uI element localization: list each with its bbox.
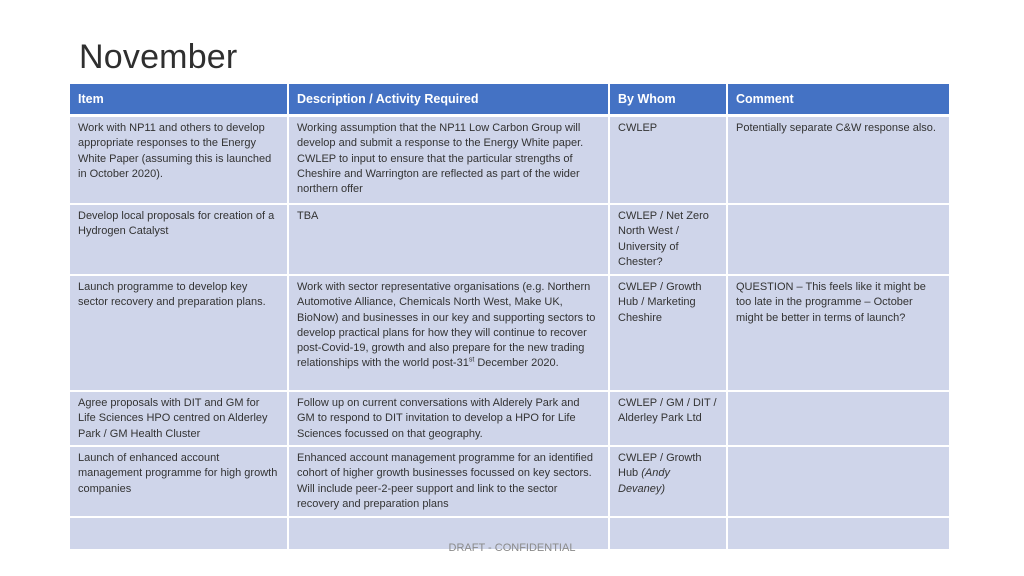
page-title: November xyxy=(79,38,238,76)
table-row xyxy=(70,117,949,205)
by-whom-cell: CWLEP / GM / DIT / Alderley Park Ltd xyxy=(610,392,728,447)
by-whom-text: CWLEP / Growth Hub xyxy=(618,452,702,480)
comment-cell xyxy=(728,447,949,518)
footer-label: DRAFT - CONFIDENTIAL xyxy=(448,542,576,554)
table-row xyxy=(70,276,949,392)
column-header-by-whom: By Whom xyxy=(610,84,728,117)
table-row xyxy=(70,392,949,447)
column-header-item: Item xyxy=(70,84,289,117)
item-cell: Work with NP11 and others to develop appropriate responses to the Energy White Paper (assuming this is launched in October 2020). xyxy=(70,117,289,205)
item-cell: Develop local proposals for creation of a Hydrogen Catalyst xyxy=(70,205,289,276)
table-row xyxy=(70,447,949,518)
item-cell: Launch of enhanced account management programme for high growth companies xyxy=(70,447,289,518)
description-cell: TBA xyxy=(289,205,610,276)
description-cell xyxy=(289,276,610,392)
item-cell: Agree proposals with DIT and GM for Life Sciences HPO centred on Alderley Park / GM Health Cluster xyxy=(70,392,289,447)
item-cell: Launch programme to develop key sector recovery and preparation plans. xyxy=(70,276,289,392)
comment-cell xyxy=(728,205,949,276)
description-tail: December 2020. xyxy=(474,357,559,370)
column-header-description: Description / Activity Required xyxy=(289,84,610,117)
column-header-comment: Comment xyxy=(728,84,949,117)
table-row xyxy=(70,205,949,276)
description-cell: Enhanced account management programme for an identified cohort of higher growth businesses focussed on key sectors. Will include peer-2-peer support and link to the sector recovery and preparation plans xyxy=(289,447,610,518)
comment-cell xyxy=(728,392,949,447)
table-header-row xyxy=(70,84,949,117)
by-whom-cell xyxy=(610,447,728,518)
comment-cell: QUESTION – This feels like it might be too late in the programme – October might be better in terms of launch? xyxy=(728,276,949,392)
comment-cell: Potentially separate C&W response also. xyxy=(728,117,949,205)
description-text: Work with sector representative organisations (e.g. Northern Automotive Alliance, Chemicals North West, Make UK, BioNow) and businesses in our key and supporting sectors to develop practical plans for how they will continue to recover post-Covid-19, growth and also prepare for the new trading relationships with the world post-31 xyxy=(297,281,596,370)
by-whom-cell: CWLEP / Growth Hub / Marketing Cheshire xyxy=(610,276,728,392)
ordinal-suffix: st xyxy=(468,356,475,364)
description-cell: Follow up on current conversations with Alderely Park and GM to respond to DIT invitation to develop a HPO for Life Sciences focussed on that geography. xyxy=(289,392,610,447)
by-whom-cell: CWLEP / Net Zero North West / University of Chester? xyxy=(610,205,728,276)
activity-table xyxy=(70,84,949,551)
by-whom-contact: (Andy Devaney) xyxy=(618,467,670,495)
by-whom-cell: CWLEP xyxy=(610,117,728,205)
description-cell: Working assumption that the NP11 Low Carbon Group will develop and submit a response to the Energy White paper. CWLEP to input to ensure that the particular strengths of Cheshire and Warrington are reflected as part of the wider northern offer xyxy=(289,117,610,205)
